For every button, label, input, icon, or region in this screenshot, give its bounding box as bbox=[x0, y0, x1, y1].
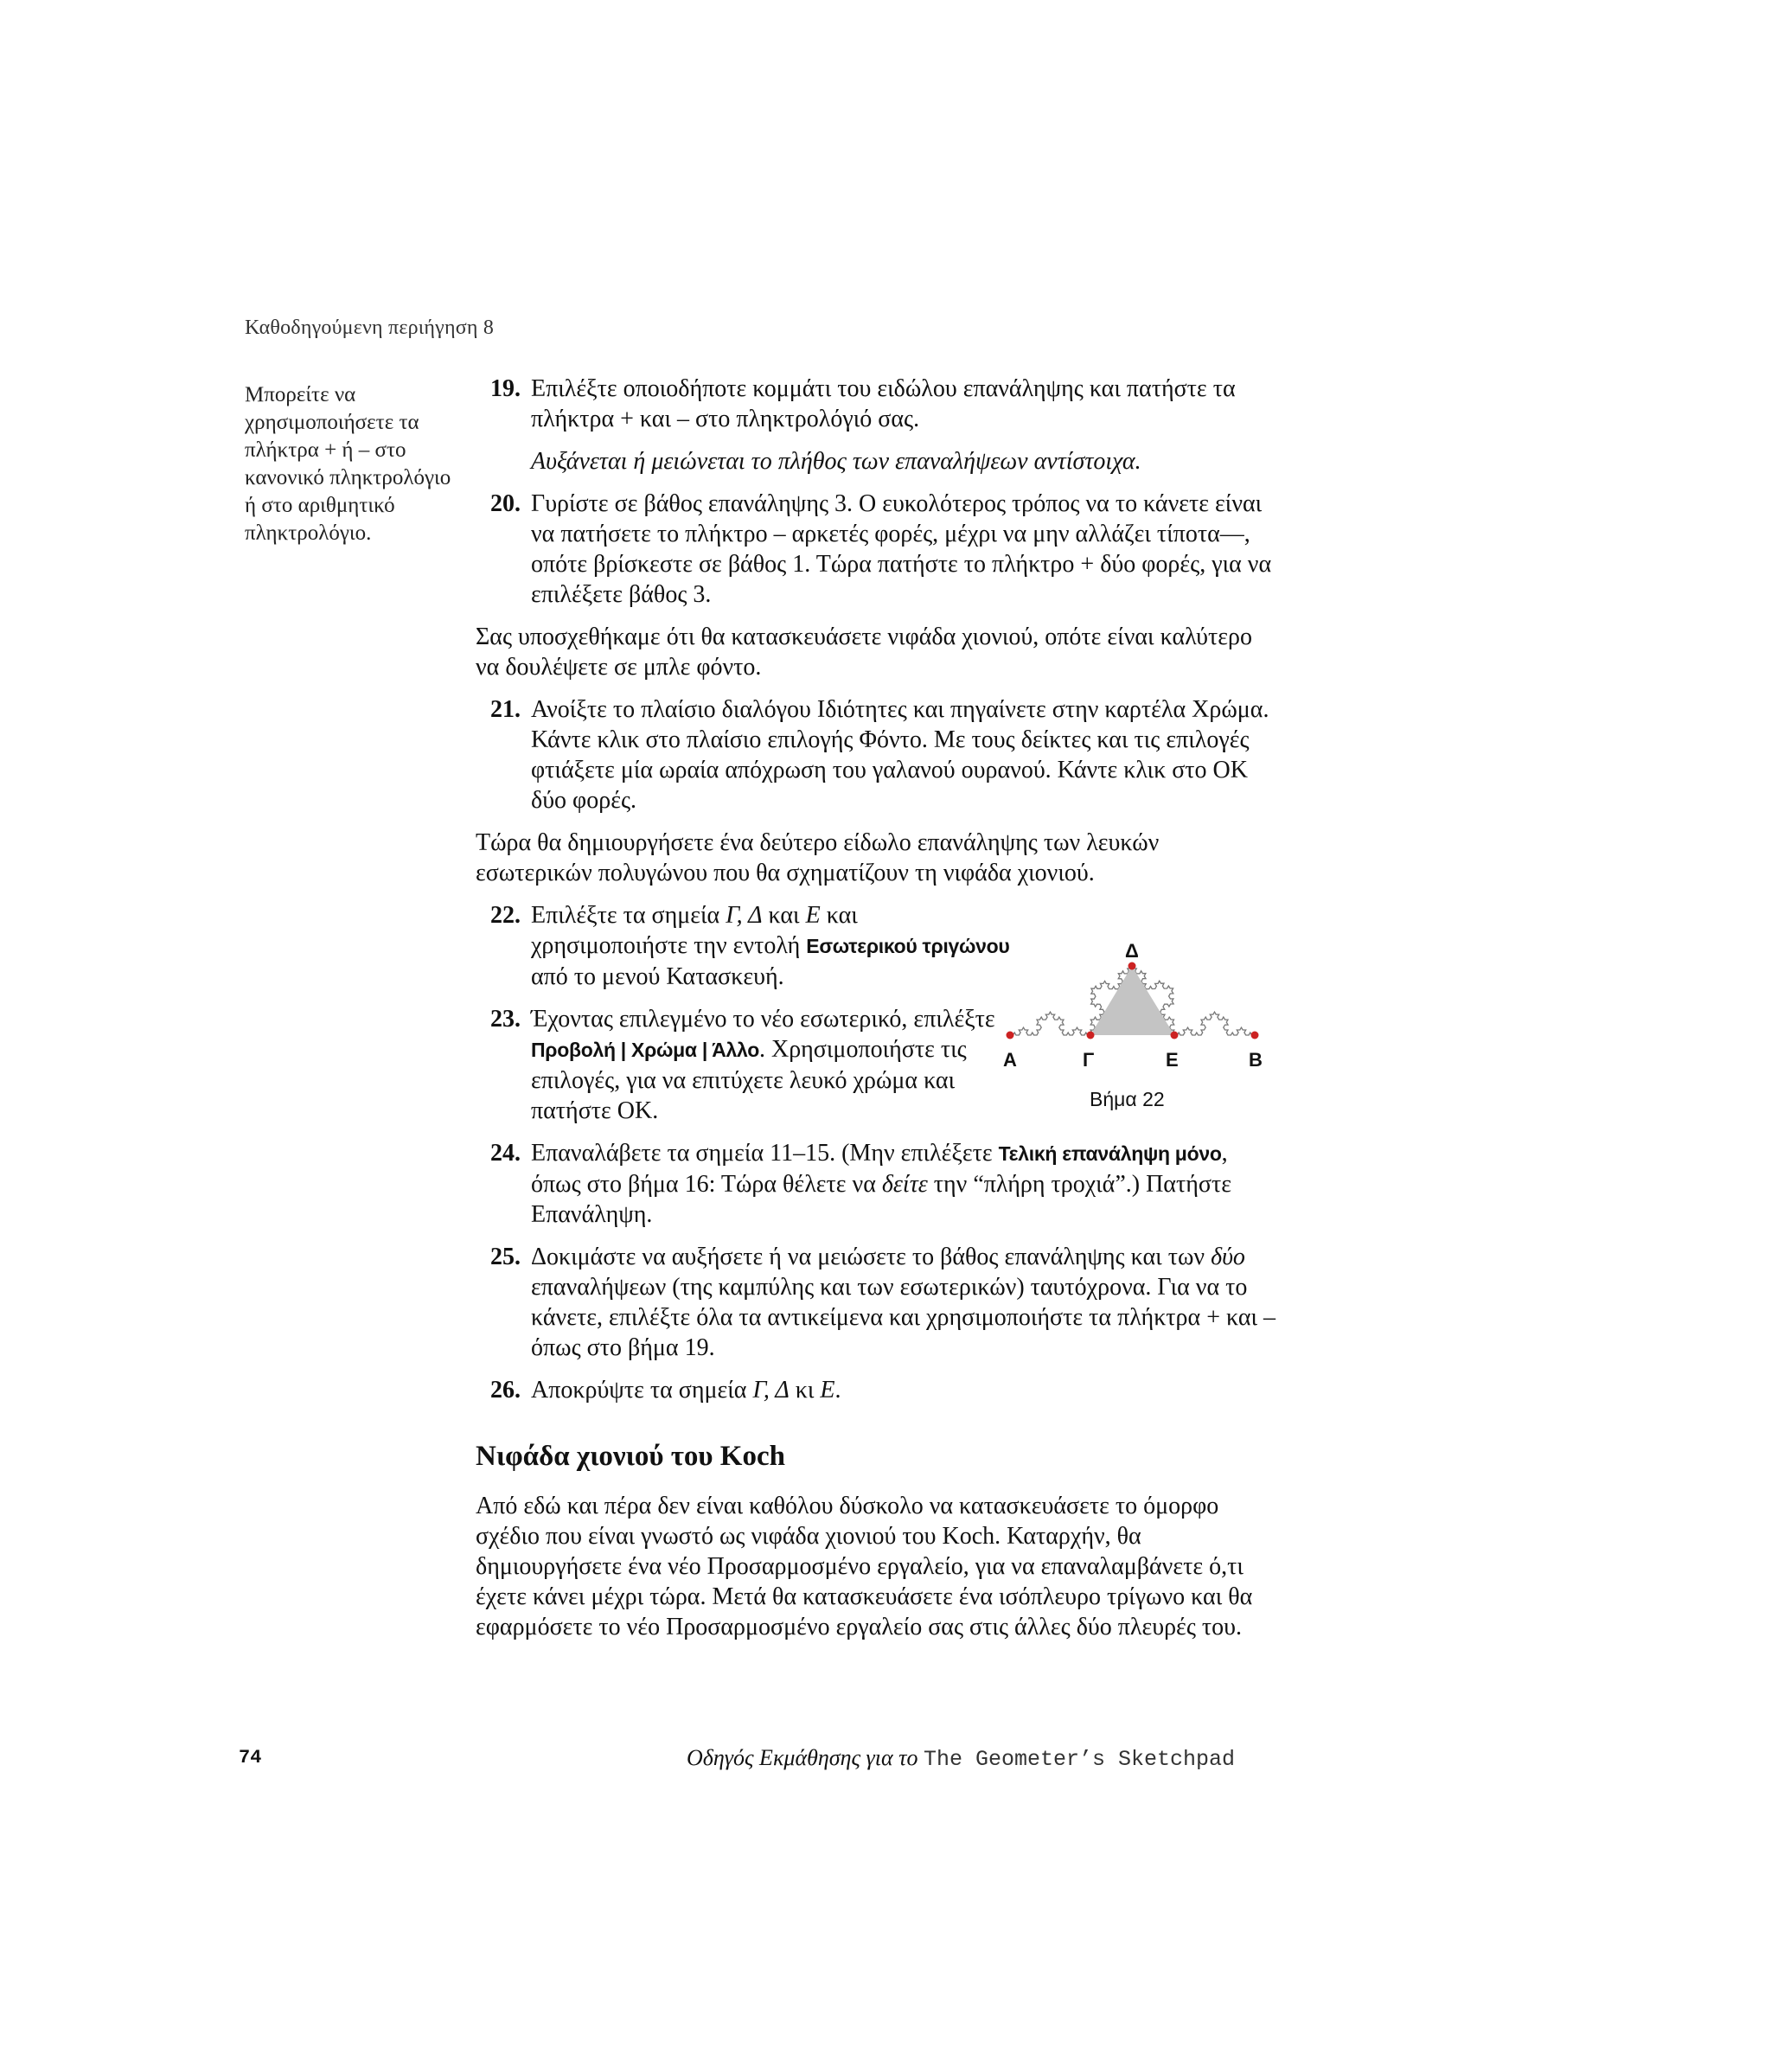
step-text: επαναλήψεων (της καμπύλης και των εσωτερικών) ταυτόχρονα. Για να το κάνετε, επιλέξτε όλα τα αντικείμενα και χρησιμοποιήστε τα πλήκτρα + και – όπως στο βήμα 19. bbox=[531, 1274, 1276, 1361]
step-text: Έχοντας επιλεγμένο το νέο εσωτερικό, επιλέξτε bbox=[531, 1006, 995, 1033]
step-number: 22. bbox=[490, 902, 521, 929]
step-21 bbox=[476, 694, 1280, 815]
point-names: Γ, Δ bbox=[752, 1377, 790, 1404]
point-gamma bbox=[1087, 1032, 1095, 1039]
point-epsilon bbox=[1171, 1032, 1179, 1039]
step-text: Επαναλάβετε τα σημεία 11–15. (Μην επιλέξετε bbox=[531, 1140, 999, 1167]
step-number: 19. bbox=[490, 375, 521, 402]
point-label-delta: Δ bbox=[1125, 940, 1139, 962]
emphasis: δύο bbox=[1211, 1244, 1245, 1270]
section-heading: Νιφάδα χιονιού του Koch bbox=[476, 1441, 785, 1472]
step-text: . bbox=[834, 1377, 841, 1404]
step-text: και bbox=[762, 902, 806, 929]
step-text: Αποκρύψτε τα σημεία bbox=[531, 1377, 753, 1404]
step-number: 25. bbox=[490, 1244, 521, 1270]
command-name: Προβολή | Χρώμα | Άλλο bbox=[531, 1039, 759, 1061]
koch-diagram bbox=[993, 921, 1278, 1129]
step-19 bbox=[476, 374, 1280, 434]
step-26 bbox=[476, 1375, 1280, 1405]
step-text: Ανοίξτε το πλαίσιο διαλόγου Ιδιότητες και πηγαίνετε στην καρτέλα Χρώμα. Κάντε κλικ στο πλαίσιο επιλογής Φόντο. Με τους δείκτες και τις επιλογές φτιάξετε μία ωραία απόχρωση του γαλανού ουρανού. Κάντε κλικ στο ΟΚ δύο φορές. bbox=[531, 696, 1269, 814]
figure-caption: Βήμα 22 bbox=[1090, 1088, 1165, 1110]
step-22 bbox=[476, 900, 1015, 992]
step-text: κι bbox=[789, 1377, 821, 1404]
point-label-beta: Β bbox=[1249, 1049, 1263, 1071]
point-label-alpha: Α bbox=[1003, 1049, 1017, 1071]
margin-note: Μπορείτε να χρησιμοποιήσετε τα πλήκτρα + ή – στο κανονικό πληκτρολόγιο ή στο αριθμητικό πληκτρολόγιο. bbox=[245, 383, 451, 545]
step-23 bbox=[476, 1004, 1015, 1126]
step-text: Επιλέξτε τα σημεία bbox=[531, 902, 726, 929]
point-name: Ε bbox=[805, 902, 821, 929]
point-label-epsilon: Ε bbox=[1166, 1049, 1179, 1071]
step-text: από το μενού Κατασκευή. bbox=[531, 963, 784, 990]
command-name: Εσωτερικού τριγώνου bbox=[806, 935, 1010, 957]
step-text: Επιλέξτε οποιοδήποτε κομμάτι του ειδώλου επανάληψης και πατήστε τα πλήκτρα + και – στο πληκτρολόγιό σας. bbox=[531, 375, 1236, 432]
step-number: 20. bbox=[490, 490, 521, 517]
step-number: 21. bbox=[490, 696, 521, 723]
page-number: 74 bbox=[239, 1747, 262, 1768]
interior-triangle bbox=[1090, 966, 1174, 1035]
step-text: Γυρίστε σε βάθος επανάληψης 3. Ο ευκολότερος τρόπος να το κάνετε είναι να πατήσετε το πλήκτρο – αρκετές φορές, μέχρι να μην αλλάζει τίποτα—, οπότε βρίσκεστε σε βάθος 1. Τώρα πατήστε το πλήκτρο + δύο φορές, για να επιλέξετε βάθος 3. bbox=[531, 490, 1272, 608]
command-name: Τελική επανάληψη μόνο bbox=[998, 1142, 1222, 1165]
step-text: Δοκιμάστε να αυξήσετε ή να μειώσετε το βάθος επανάληψης και των bbox=[531, 1244, 1212, 1270]
paragraph-second-iteration: Τώρα θα δημιουργήσετε ένα δεύτερο είδωλο επανάληψης των λευκών εσωτερικών πολυγώνου που θα σχηματίζουν τη νιφάδα χιονιού. bbox=[476, 829, 1160, 886]
step-text: , όπως στο βήμα 16: Τώρα θέλετε να bbox=[531, 1140, 1228, 1198]
paragraph-koch-intro: Από εδώ και πέρα δεν είναι καθόλου δύσκολο να κατασκευάσετε το όμορφο σχέδιο που είναι γνωστό ως νιφάδα χιονιού του Koch. Καταρχήν, θα δημιουργήσετε ένα νέο Προσαρμοσμένο εργαλείο, για να επαναλαμβάνετε ό,τι έχετε κάνει μέχρι τώρα. Μετά θα κατασκευάσετε ένα ισόπλευρο τρίγωνο και θα εφαρμόσετε το νέο Προσαρμοσμένο εργαλείο σας στις άλλες δύο πλευρές του. bbox=[476, 1493, 1253, 1640]
footer-title-prefix: Οδηγός Εκμάθησης για το bbox=[687, 1745, 924, 1770]
step-19-result: Αυξάνεται ή μειώνεται το πλήθος των επαναλήψεων αντίστοιχα. bbox=[531, 448, 1141, 475]
step-20 bbox=[476, 489, 1280, 610]
emphasis: δείτε bbox=[881, 1171, 928, 1198]
point-names: Γ, Δ bbox=[726, 902, 763, 929]
step-24 bbox=[476, 1138, 1280, 1230]
koch-segment bbox=[1174, 1012, 1255, 1035]
point-name: Ε bbox=[820, 1377, 835, 1404]
point-delta bbox=[1128, 962, 1136, 970]
paragraph-blue-background: Σας υποσχεθήκαμε ότι θα κατασκευάσετε νιφάδα χιονιού, οπότε είναι καλύτερο να δουλέψετε σε μπλε φόντο. bbox=[476, 624, 1253, 681]
step-text: την “πλήρη τροχιά”.) Πατήστε Επανάληψη. bbox=[531, 1171, 1231, 1228]
step-text: . Χρησιμοποιήστε τις επιλογές, για να επιτύχετε λευκό χρώμα και πατήστε ΟΚ. bbox=[531, 1036, 967, 1124]
footer-title bbox=[687, 1745, 1235, 1772]
product-name: The Geometer’s Sketchpad bbox=[923, 1747, 1236, 1772]
koch-figure bbox=[993, 921, 1278, 1129]
step-number: 24. bbox=[490, 1140, 521, 1167]
step-25 bbox=[476, 1242, 1280, 1363]
koch-segment bbox=[1010, 1012, 1090, 1035]
running-head: Καθοδηγούμενη περιήγηση 8 bbox=[245, 317, 495, 339]
point-label-gamma: Γ bbox=[1083, 1049, 1095, 1071]
step-number: 26. bbox=[490, 1377, 521, 1404]
point-alpha bbox=[1007, 1032, 1014, 1039]
step-text: και χρησιμοποιήστε την εντολή bbox=[531, 902, 858, 959]
step-number: 23. bbox=[490, 1006, 521, 1033]
point-beta bbox=[1251, 1032, 1259, 1039]
